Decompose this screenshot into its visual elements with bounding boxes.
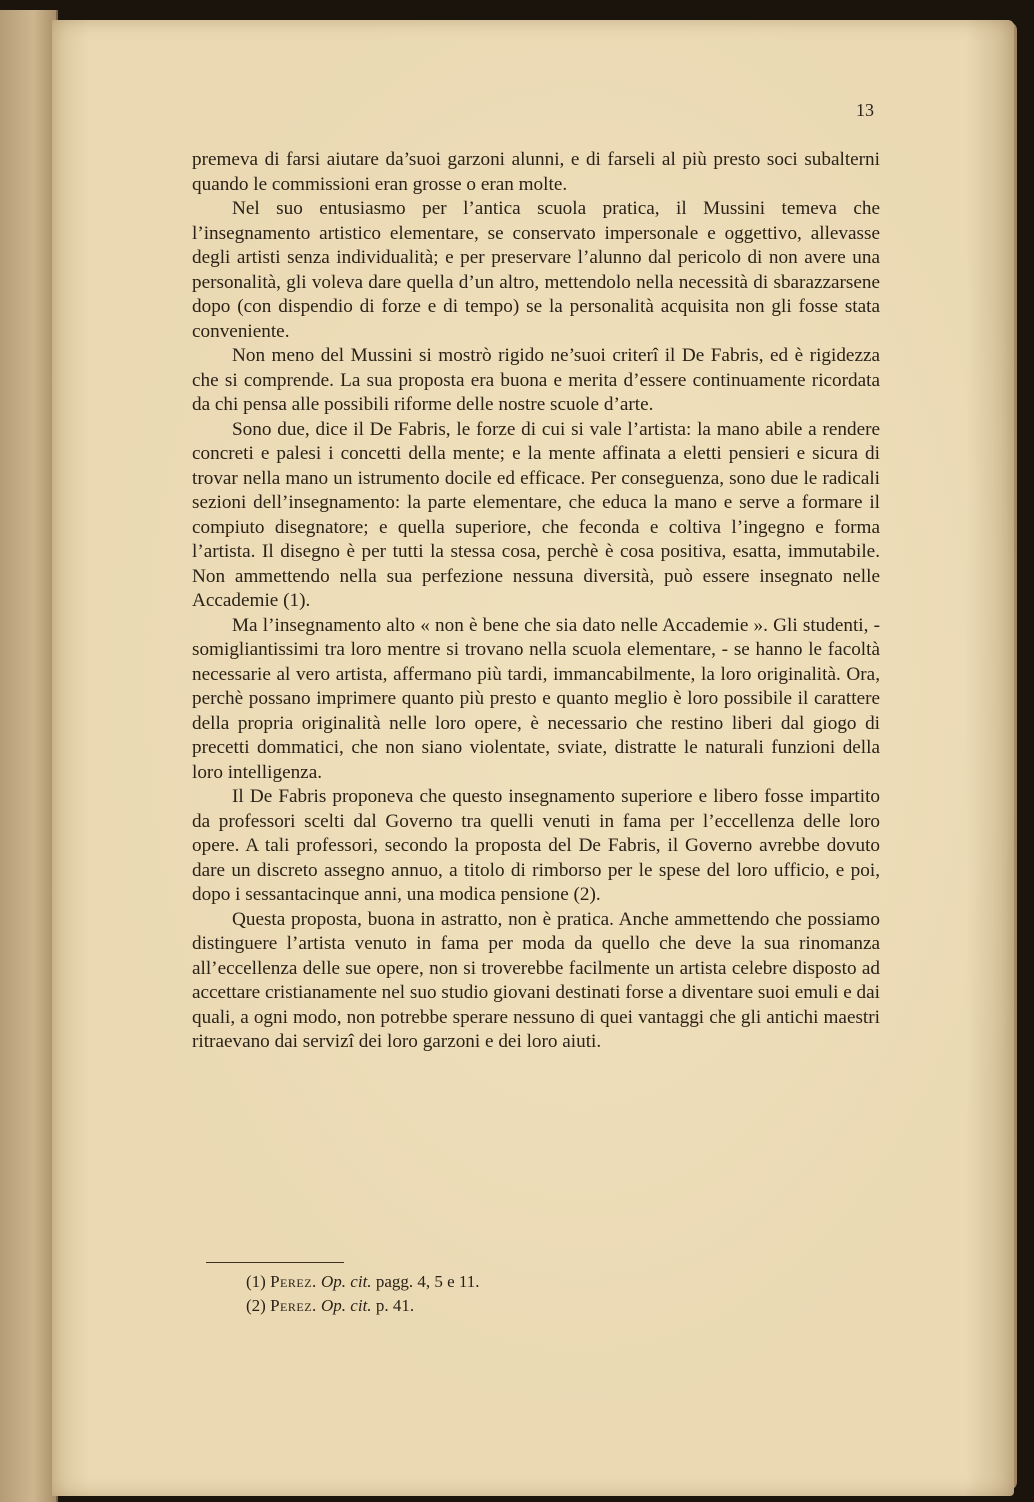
paragraph: Nel suo entusiasmo per l’antica scuola pratica, il Mussini temeva che l’insegnamento artistico elementare, se conservato impersonale e oggettivo, allevasse degli artisti senza individualità; e per preservare l’alunno dal pericolo di non avere una personalità, gli voleva dare quella d’un altro, mettendolo nella necessità di sbarazzarsene dopo (con dispendio di forze e di tempo) se la personalità acquisita non gli fosse stata conveniente.	[192, 198, 880, 342]
footnote	[246, 1270, 646, 1294]
page-number: 13	[856, 100, 874, 120]
footnote-author: Perez.	[270, 1296, 317, 1315]
paragraph: premeva di farsi aiutare da’suoi garzoni alunni, e di farseli al più presto soci subalterni quando le commissioni eran grosse o eran molte.	[192, 149, 880, 195]
footnote-pages: p. 41.	[375, 1296, 415, 1315]
paragraph: Il De Fabris proponeva che questo insegnamento superiore e libero fosse impartito da professori scelti dal Governo tra quelli venuti in fama per l’eccellenza delle loro opere. A tali professori, secondo la proposta del De Fabris, il Governo avrebbe dovuto dare un discreto assegno annuo, a titolo di rimborso per le spese del loro ufficio, e poi, dopo i sessantacinque anni, una modica pensione (2).	[192, 786, 880, 905]
footnote-author: Perez.	[270, 1272, 317, 1291]
footnote-divider	[206, 1262, 344, 1263]
body-text	[192, 148, 880, 1055]
footnote-reference: Op. cit.	[321, 1272, 372, 1291]
footnotes	[246, 1270, 646, 1318]
footnote-pages: pagg. 4, 5 e 11.	[375, 1272, 480, 1291]
footnote-number: (2)	[246, 1296, 266, 1315]
paragraph: Sono due, dice il De Fabris, le forze di cui si vale l’artista: la mano abile a rendere concreti e palesi i concetti della mente; e la mente affinata a eletti pensieri e sicura di trovar nella mano un istrumento docile ed efficace. Per conseguenza, sono due le radicali sezioni dell’insegnamento: la parte elementare, che educa la mano e serve a formare il compiuto disegnatore; e quella superiore, che feconda e coltiva l’ingegno e forma l’artista. Il disegno è per tutti la stessa cosa, perchè è cosa positiva, esatta, immutabile. Non ammettendo nella sua perfezione nessuna diversità, può essere insegnato nelle Accademie (1).	[192, 418, 880, 611]
paragraph: Ma l’insegnamento alto « non è bene che sia dato nelle Accademie ». Gli studenti, - somigliantissimi tra loro mentre si trovano nella scuola elementare, - se hanno le facoltà necessarie al vero artista, affermano più tardi, immancabilmente, la loro originalità. Ora, perchè possano imprimere quanto più presto e quanto meglio è loro possibile il carattere della propria originalità nelle loro opere, è necessario che restino liberi dal giogo di precetti dommatici, che non siano violentate, sviate, distratte le naturali funzioni della loro intelligenza.	[192, 614, 880, 783]
footnote-number: (1)	[246, 1272, 266, 1291]
paragraph: Non meno del Mussini si mostrò rigido ne’suoi criterî il De Fabris, ed è rigidezza che si comprende. La sua proposta era buona e merita d’essere continuamente ricordata da chi pensa alle possibili riforme delle nostre scuole d’arte.	[192, 345, 880, 415]
paragraph: Questa proposta, buona in astratto, non è pratica. Anche ammettendo che possiamo distinguere l’artista venuto in fama per moda da quello che deve la sua rinomanza all’eccellenza delle sue opere, non si troverebbe facilmente un artista celebre disposto ad accettare cristianamente nel suo studio giovani destinati forse a diventare suoi emuli e dai quali, a ogni modo, non potrebbe sperare nessuno di quei vantaggi che gli antichi maestri ritraevano dai servizî dei loro garzoni e dei loro aiuti.	[192, 908, 880, 1052]
footnote	[246, 1294, 646, 1318]
footnote-reference: Op. cit.	[321, 1296, 372, 1315]
facing-page-edge	[0, 10, 58, 1502]
